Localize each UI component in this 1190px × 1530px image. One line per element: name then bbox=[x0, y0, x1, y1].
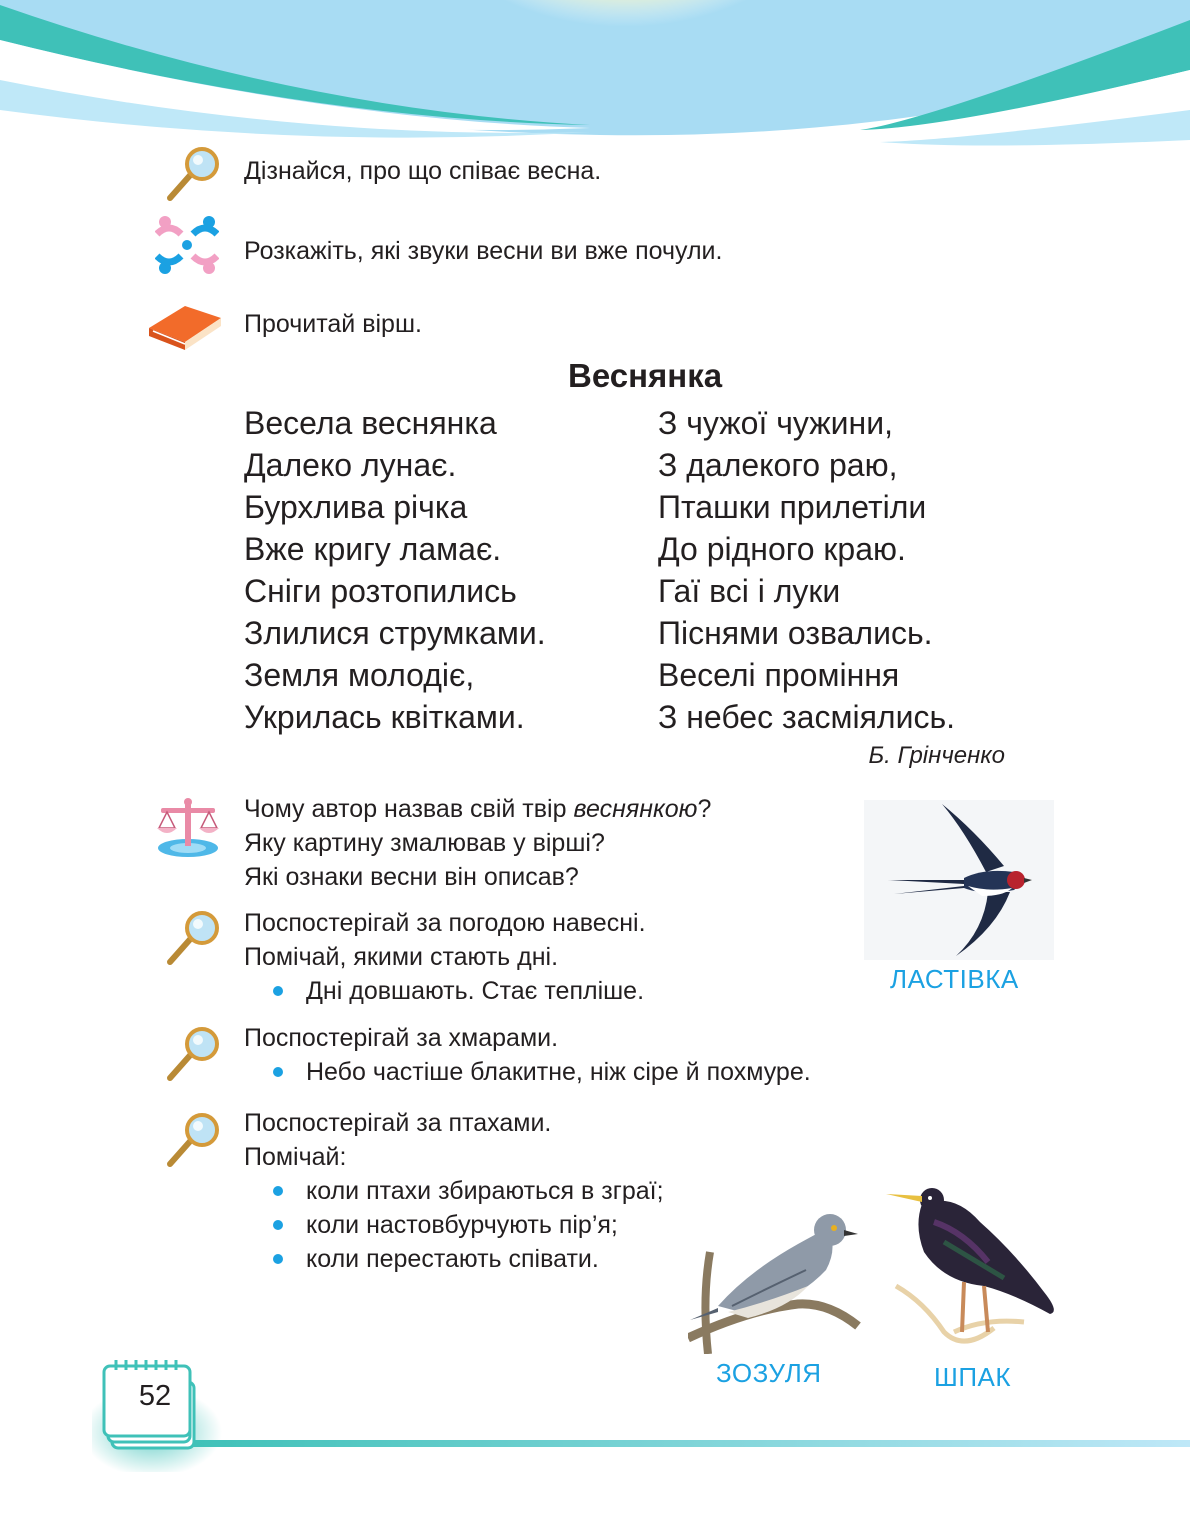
header-banner bbox=[0, 0, 1190, 150]
poem-line: Земля молодіє, bbox=[244, 657, 475, 693]
birds-line-1: Поспостерігай за птахами. bbox=[244, 1109, 552, 1137]
poem-line: Піснями озвались. bbox=[658, 615, 933, 651]
poem-left-column bbox=[244, 402, 546, 738]
magnifier-icon bbox=[160, 1026, 222, 1082]
clouds-bullets bbox=[244, 1055, 811, 1089]
cuckoo-label: ЗОЗУЛЯ bbox=[716, 1358, 822, 1388]
questions-block bbox=[244, 792, 711, 894]
swallow-label: ЛАСТІВКА bbox=[890, 964, 1019, 994]
poem-line: До рідного краю. bbox=[658, 531, 906, 567]
poem-line: Гаї всі і луки bbox=[658, 573, 841, 609]
task-read: Прочитай вірш. bbox=[244, 310, 422, 338]
birds-bullets bbox=[244, 1174, 664, 1276]
question-1: Чому автор назвав свій твір веснянкою? bbox=[244, 795, 712, 823]
poem-line: Пташки прилетіли bbox=[658, 489, 927, 525]
swallow-image bbox=[864, 800, 1054, 960]
poem-line: Веселі проміння bbox=[658, 657, 900, 693]
poem-line: Сніги розтопились bbox=[244, 573, 517, 609]
list-item: коли перестають співати. bbox=[306, 1242, 664, 1276]
poem-line: З чужої чужини, bbox=[658, 405, 893, 441]
poem-author: Б. Грінченко bbox=[868, 742, 1005, 769]
poem-title: Веснянка bbox=[568, 357, 723, 394]
list-item: Небо частіше блакитне, ніж сіре й похмуре. bbox=[306, 1055, 811, 1089]
starling-image bbox=[884, 1182, 1064, 1360]
scales-icon bbox=[153, 794, 223, 858]
weather-line-1: Поспостерігай за погодою навесні. bbox=[244, 909, 646, 937]
footer-decoration bbox=[92, 1352, 1190, 1472]
poem-line: Вже кригу ламає. bbox=[244, 531, 502, 567]
poem-line: Бурхлива річка bbox=[244, 489, 468, 525]
poem-line: Весела веснянка bbox=[244, 405, 497, 441]
question-3: Які ознаки весни він описав? bbox=[244, 863, 579, 891]
magnifier-icon bbox=[160, 1112, 222, 1168]
poem-line: Далеко лунає. bbox=[244, 447, 457, 483]
birds-block bbox=[244, 1106, 664, 1276]
poem-right-column bbox=[658, 402, 955, 738]
list-item: Дні довшають. Стає тепліше. bbox=[306, 974, 646, 1008]
poem-line: З небес засміялись. bbox=[658, 699, 955, 735]
list-item: коли настовбурчують пір’я; bbox=[306, 1208, 664, 1242]
clouds-line-1: Поспостерігай за хмарами. bbox=[244, 1024, 559, 1052]
starling-label: ШПАК bbox=[934, 1362, 1012, 1392]
poem-line: Укрилась квітками. bbox=[244, 699, 525, 735]
magnifier-icon bbox=[160, 146, 222, 202]
book-icon bbox=[145, 296, 225, 352]
weather-line-2: Помічай, якими стають дні. bbox=[244, 943, 559, 971]
group-discussion-icon bbox=[155, 214, 219, 276]
weather-block bbox=[244, 906, 646, 1008]
question-2: Яку картину змалював у вірші? bbox=[244, 829, 605, 857]
page-number: 52 bbox=[138, 1380, 172, 1412]
question-1-emphasis: веснянкою bbox=[573, 795, 698, 823]
magnifier-icon bbox=[160, 910, 222, 966]
task-discuss: Розкажіть, які звуки весни ви вже почули. bbox=[244, 237, 723, 265]
poem-line: Злилися струмками. bbox=[244, 615, 546, 651]
clouds-block bbox=[244, 1021, 811, 1089]
cuckoo-image bbox=[688, 1208, 862, 1354]
poem-line: З далекого раю, bbox=[658, 447, 898, 483]
birds-line-2: Помічай: bbox=[244, 1143, 347, 1171]
task-learn: Дізнайся, про що співає весна. bbox=[244, 157, 602, 185]
list-item: коли птахи збираються в зграї; bbox=[306, 1174, 664, 1208]
weather-bullets bbox=[244, 974, 646, 1008]
